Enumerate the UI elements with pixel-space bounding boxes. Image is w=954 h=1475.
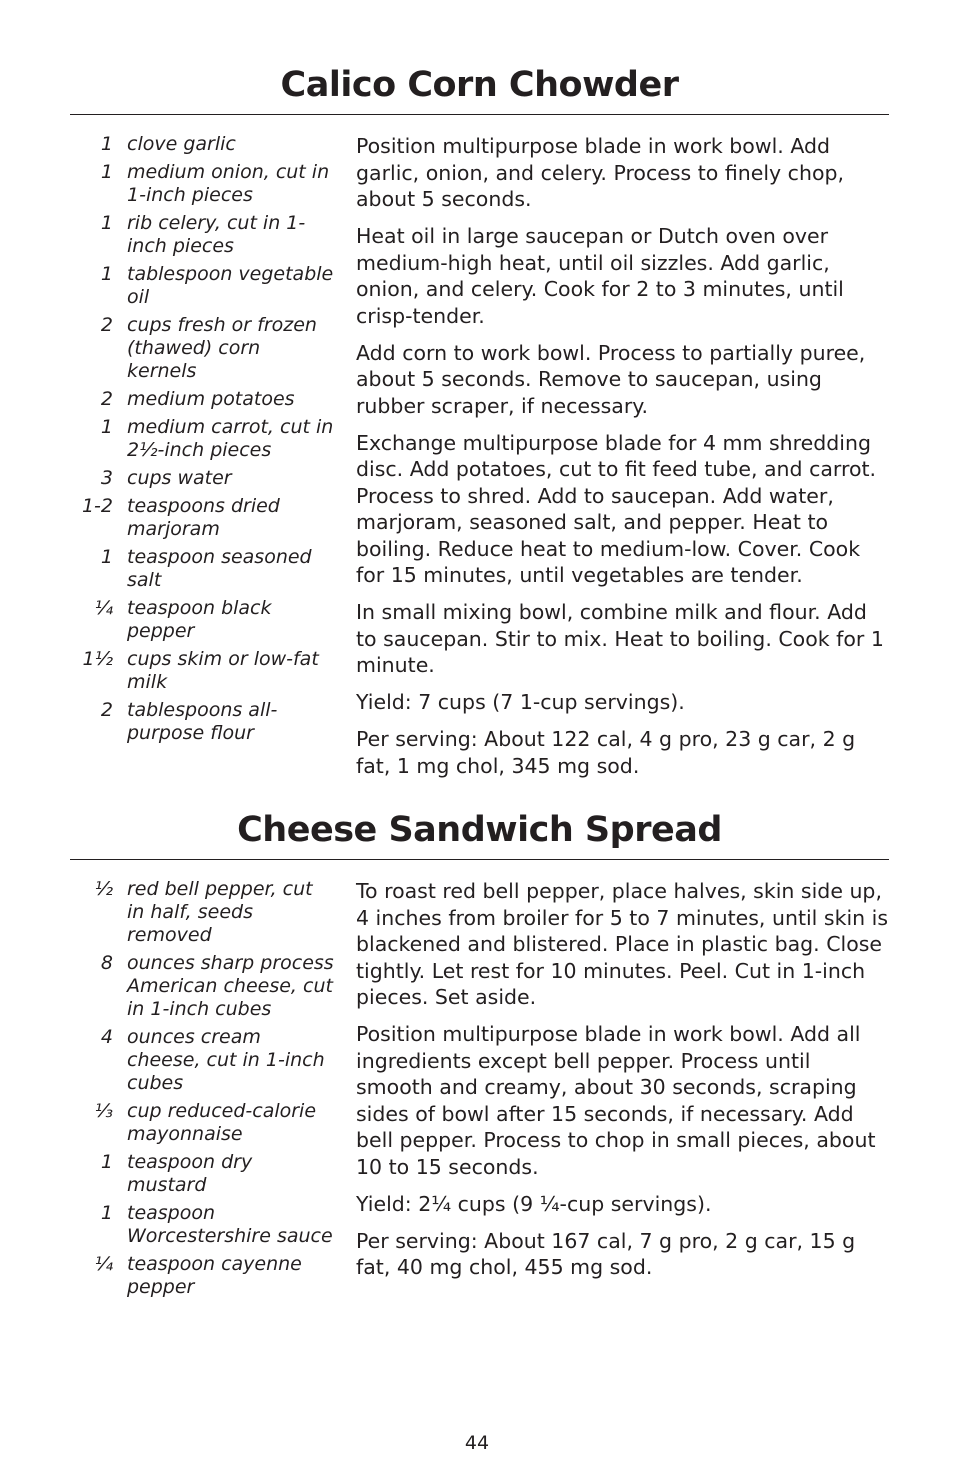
ingredient-description: medium potatoes [127, 388, 295, 410]
ingredient-quantity: ⅓ [94, 1100, 113, 1122]
ingredient-description: medium carrot, cut in 2½-inch pieces [127, 416, 334, 461]
ingredient-description: cups fresh or frozen (thawed) corn kernels [127, 314, 317, 382]
ingredient-quantity: 1 [100, 1202, 113, 1224]
ingredient-description: red bell pepper, cut in half, seeds removed [127, 878, 313, 946]
recipe-title: Calico Corn Chowder [280, 65, 679, 105]
ingredient-description: rib celery, cut in 1-inch pieces [127, 212, 306, 257]
ingredient-item [70, 1100, 335, 1146]
instruction-list [356, 878, 892, 1291]
ingredient-quantity: ¼ [94, 597, 113, 619]
instruction-paragraph: Position multipurpose blade in work bowl. Add all ingredients except bell pepper. Process until smooth and creamy, about 30 seconds, scraping sides of bowl after 15 seconds, if necessary. Add bell pepper. Process to chop in small pieces, about 10 to 15 seconds. [356, 1022, 876, 1179]
title-rule [70, 859, 889, 860]
ingredient-quantity: 1 [100, 1151, 113, 1173]
ingredient-description: tablespoons all-purpose flour [127, 699, 278, 744]
instruction-paragraph: Add corn to work bowl. Process to partially puree, about 5 seconds. Remove to saucepan, using rubber scraper, if necessary. [356, 340, 866, 418]
recipe-calico-corn-chowder [70, 60, 889, 778]
instruction-paragraph: Yield: 2¼ cups (9 ¼-cup servings). [356, 1191, 712, 1216]
ingredient-list [70, 878, 335, 1304]
ingredient-item [70, 597, 335, 643]
ingredient-item [70, 546, 335, 592]
ingredient-quantity: 1 [100, 133, 113, 155]
page-number: 44 [464, 1432, 490, 1454]
ingredient-description: teaspoon black pepper [127, 597, 272, 642]
ingredient-item [70, 133, 335, 156]
ingredient-description: teaspoon cayenne pepper [127, 1253, 302, 1298]
ingredient-description: cups skim or low-fat milk [127, 648, 319, 693]
ingredient-quantity: 2 [100, 699, 113, 721]
ingredient-quantity: 1-2 [81, 495, 113, 517]
ingredient-item [70, 388, 335, 411]
instruction-paragraph: In small mixing bowl, combine milk and flour. Add to saucepan. Stir to mix. Heat to boiling. Cook for 1 minute. [356, 600, 884, 677]
ingredient-quantity: 2 [100, 314, 113, 336]
ingredient-description: teaspoon dry mustard [127, 1151, 253, 1196]
ingredient-item [70, 1202, 335, 1248]
recipe-cheese-sandwich-spread [70, 805, 889, 1298]
ingredient-item [70, 1026, 335, 1095]
ingredient-quantity: 2 [100, 388, 113, 410]
ingredient-description: medium onion, cut in 1-inch pieces [127, 161, 330, 206]
ingredient-item [70, 314, 335, 383]
ingredient-item [70, 699, 335, 745]
ingredient-item [70, 1253, 335, 1299]
instruction-list [356, 133, 892, 790]
ingredient-quantity: 8 [100, 952, 113, 974]
ingredient-quantity: ½ [94, 878, 113, 900]
ingredient-description: teaspoon seasoned salt [127, 546, 312, 591]
instruction-paragraph: Per serving: About 167 cal, 7 g pro, 2 g car, 15 g fat, 40 mg chol, 455 mg sod. [356, 1228, 856, 1279]
ingredient-description: teaspoons dried marjoram [127, 495, 280, 540]
recipe-title: Cheese Sandwich Spread [237, 810, 722, 850]
ingredient-description: ounces cream cheese, cut in 1-inch cubes [127, 1026, 325, 1094]
ingredient-quantity: 1 [100, 546, 113, 568]
ingredient-item [70, 212, 335, 258]
instruction-paragraph: Heat oil in large saucepan or Dutch oven over medium-high heat, until oil sizzles. Add garlic, onion, and celery. Cook for 2 to 3 minutes, until crisp-tender. [356, 224, 844, 328]
ingredient-description: teaspoon Worcestershire sauce [127, 1202, 333, 1247]
ingredient-item [70, 467, 335, 490]
ingredient-item [70, 263, 335, 309]
title-rule [70, 114, 889, 115]
instruction-paragraph: To roast red bell pepper, place halves, skin side up, 4 inches from broiler for 5 to 7 minutes, until skin is blackened and blistered. Place in plastic bag. Close tightly. Let rest for 10 minutes. Peel. Cut in 1-inch pieces. Set aside. [356, 879, 889, 1009]
ingredient-description: clove garlic [127, 133, 236, 155]
ingredient-description: cup reduced-calorie mayonnaise [127, 1100, 317, 1145]
ingredient-quantity: 1 [100, 161, 113, 183]
instruction-paragraph: Per serving: About 122 cal, 4 g pro, 23 g car, 2 g fat, 1 mg chol, 345 mg sod. [356, 727, 856, 778]
ingredient-quantity: 1 [100, 212, 113, 234]
ingredient-quantity: 1 [100, 416, 113, 438]
ingredient-item [70, 1151, 335, 1197]
ingredient-item [70, 495, 335, 541]
ingredient-description: tablespoon vegetable oil [127, 263, 334, 308]
ingredient-description: ounces sharp process American cheese, cut in 1-inch cubes [127, 952, 334, 1020]
ingredient-item [70, 161, 335, 207]
ingredient-quantity: 1½ [82, 648, 113, 670]
ingredient-list [70, 133, 335, 750]
instruction-paragraph: Exchange multipurpose blade for 4 mm shredding disc. Add potatoes, cut to fit feed tube, and carrot. Process to shred. Add to saucepan. Add water, marjoram, seasoned salt, and pepper. Heat to boiling. Reduce heat to medium-low. Cover. Cook for 15 minutes, until vegetables are tender. [356, 430, 877, 587]
ingredient-quantity: 1 [100, 263, 113, 285]
ingredient-quantity: ¼ [94, 1253, 113, 1275]
ingredient-description: cups water [127, 467, 232, 489]
ingredient-quantity: 4 [100, 1026, 113, 1048]
ingredient-quantity: 3 [100, 467, 113, 489]
ingredient-item [70, 416, 335, 462]
instruction-paragraph: Yield: 7 cups (7 1-cup servings). [356, 690, 685, 714]
ingredient-item [70, 952, 335, 1021]
ingredient-item [70, 878, 335, 947]
instruction-paragraph: Position multipurpose blade in work bowl. Add garlic, onion, and celery. Process to finely chop, about 5 seconds. [356, 134, 845, 211]
ingredient-item [70, 648, 335, 694]
